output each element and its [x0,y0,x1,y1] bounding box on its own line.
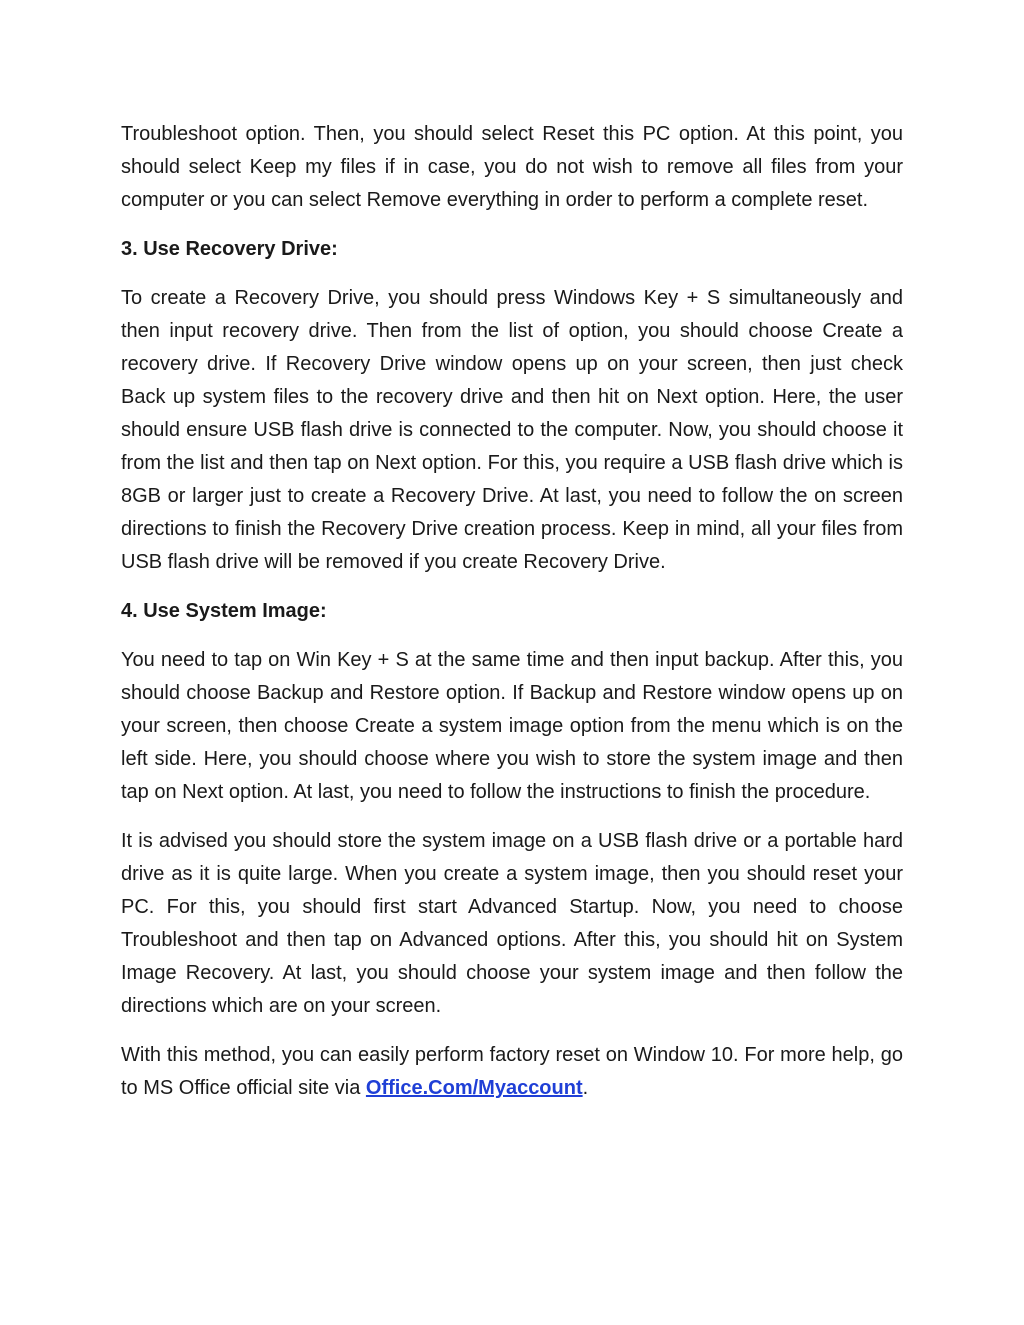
closing-period: . [582,1077,589,1099]
system-image-paragraph-1: You need to tap on Win Key + S at the same time and then input backup. After this, you should choose Backup and Restore option. If Backup and Restore window opens up on your screen, then choose Create a system image option from the menu which is on the left side. Here, you should choose where you wish to store the system image and then tap on Next option. At last, you need to follow the instructions to finish the procedure. [121,649,903,803]
system-image-heading: 4. Use System Image: [121,600,327,622]
office-account-link[interactable]: Office.Com/Myaccount [365,1077,583,1099]
closing-paragraph [121,1039,903,1105]
recovery-drive-heading: 3. Use Recovery Drive: [121,238,338,260]
recovery-drive-paragraph: To create a Recovery Drive, you should press Windows Key + S simultaneously and then input recovery drive. Then from the list of option, you should choose Create a recovery drive. If Recovery Drive window opens up on your screen, then just check Back up system files to the recovery drive and then hit on Next option. Here, the user should ensure USB flash drive is connected to the computer. Now, you should choose it from the list and then tap on Next option. For this, you require a USB flash drive which is 8GB or larger just to create a Recovery Drive. At last, you need to follow the on screen directions to finish the Recovery Drive creation process. Keep in mind, all your files from USB flash drive will be removed if you create Recovery Drive. [121,287,903,573]
intro-paragraph: Troubleshoot option. Then, you should select Reset this PC option. At this point, you should select Keep my files if in case, you do not wish to remove all files from your computer or you can select Remove everything in order to perform a complete reset. [121,123,903,211]
closing-text: With this method, you can easily perform factory reset on Window 10. For more help, go to MS Office official site via [121,1044,903,1099]
system-image-paragraph-2: It is advised you should store the system image on a USB flash drive or a portable hard drive as it is quite large. When you create a system image, then you should reset your PC. For this, you should first start Advanced Startup. Now, you need to choose Troubleshoot and then tap on Advanced options. After this, you should hit on System Image Recovery. At last, you should choose your system image and then follow the directions which are on your screen. [121,830,903,1017]
document-page [121,118,903,1121]
